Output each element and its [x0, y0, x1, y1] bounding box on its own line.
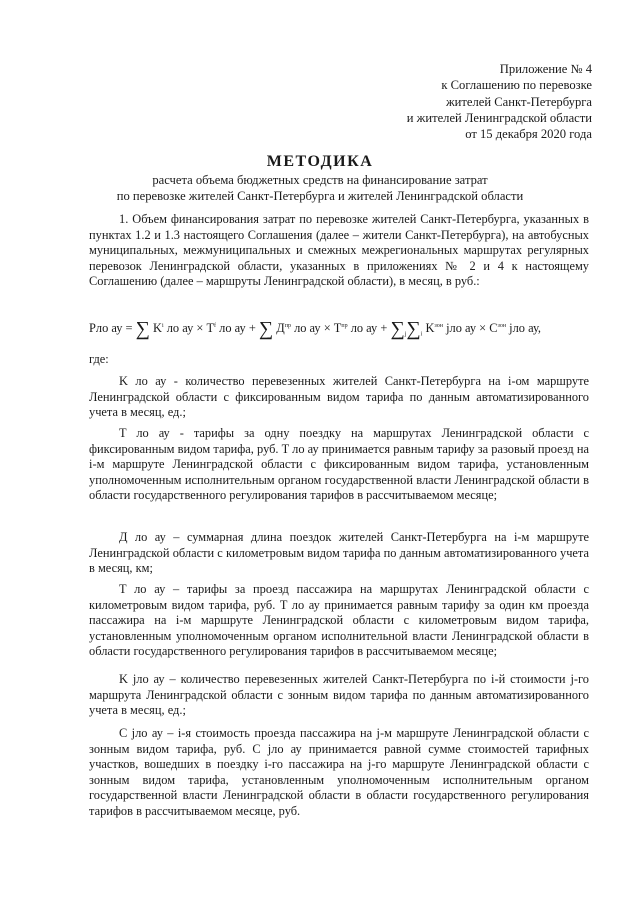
sum-symbol: ∑ — [390, 318, 405, 340]
definition-4 — [89, 582, 589, 660]
sum-symbol: ∑ — [258, 318, 274, 340]
formula-term: ло ау — [219, 321, 246, 335]
definition-text: T ло ау - тарифы за одну поездку на маршрутах Ленинградской области с фиксированным видом тарифа, руб. T ло ау принимается равным тарифу за разовый проезд на i-м маршруте Ленинградской области с фиксированным видом тарифа, установленным уполномоченным исполнительным органом государственной власти Ленинградской области в области государственного регулирования тарифов в рассчитываемом месяце; — [89, 426, 589, 503]
formula-term: jло ау, — [509, 321, 541, 335]
definition-1 — [89, 374, 589, 421]
formula-sup: f — [214, 322, 217, 329]
appendix-line: и жителей Ленинградской области — [406, 110, 592, 125]
definition-5 — [89, 672, 589, 719]
formula-plus: + — [380, 321, 388, 335]
appendix-header — [332, 61, 592, 142]
formula-term: K — [425, 321, 435, 335]
document-subtitle: расчета объема бюджетных средств на финансирование затрат — [152, 173, 488, 187]
title-block — [0, 152, 640, 204]
formula-term: ло ау × T — [166, 321, 215, 335]
appendix-line: Приложение № 4 — [499, 62, 592, 76]
definition-text: K jло ау – количество перевезенных жителей Санкт-Петербурга по i-й стоимости j-го маршрута Ленинградской области с зонным видом тарифа по данным автоматизированного учета в месяц, ед.; — [89, 672, 589, 718]
formula-plus: + — [248, 321, 256, 335]
formula-lhs: Рло ау = — [89, 321, 133, 335]
formula-sub: j — [404, 331, 407, 338]
definition-6 — [89, 726, 589, 820]
formula-term: ло ау × T — [294, 321, 342, 335]
definition-text: C jло ау – i-я стоимость проезда пассажира на j-м маршруте Ленинградской области с зонным видом тарифа, руб. C jло ау принимается равной сумме стоимостей тарифных участков, вошедших в поездку i-го пассажира на j-го маршруте Ленинградской области с зонным видом тарифа, установленным уполномоченным исполнительным органом государственной власти Ленинградской области в области государственного регулирования тарифов в рассчитываемом месяце, руб. — [89, 726, 589, 818]
formula-term: jло ау × C — [446, 321, 498, 335]
appendix-line: от 15 декабря 2020 года — [465, 127, 592, 142]
formula-sup: пр — [284, 322, 291, 329]
sum-symbol: ∑ — [135, 318, 150, 340]
formula-sub: i — [420, 331, 423, 338]
paragraph-1 — [89, 212, 589, 290]
formula-sup: i — [161, 322, 164, 329]
definition-3 — [89, 530, 589, 577]
formula-sup: пр — [341, 322, 348, 329]
formula-term: ло ау — [350, 321, 378, 335]
formula-sup: зон — [497, 322, 507, 329]
definition-2 — [89, 426, 589, 504]
document-subtitle: по перевозке жителей Санкт-Петербурга и жителей Ленинградской области — [116, 189, 524, 203]
appendix-line: жителей Санкт-Петербурга — [445, 94, 592, 109]
paragraph-text: 1. Объем финансирования затрат по перевозке жителей Санкт-Петербурга, указанных в пунктах 1.2 и 1.3 настоящего Соглашения (далее – жители Санкт-Петербурга), на автобусных муниципальных, межмуниципальных и смежных межрегиональных маршрутах регулярных перевозок Ленинградской области, указанных в приложениях № 2 и 4 к настоящему Соглашению (далее – маршруты Ленинградской области), в месяц, в руб.: — [89, 212, 589, 289]
formula-term: Д — [276, 321, 285, 335]
definition-text: Д ло ау – суммарная длина поездок жителей Санкт-Петербурга на i-м маршруте Ленинградской области с километровым видом тарифа по данным автоматизированного учета в месяц, км; — [89, 530, 589, 576]
formula-term: K — [153, 321, 162, 335]
formula-sup: зон — [434, 322, 443, 329]
definition-text: T ло ау – тарифы за проезд пассажира на маршрутах Ленинградской области с километровым видом тарифа, руб. T ло ау принимается равным тарифу за один км проезда пассажира на i-м маршруте Ленинградской области с километровым видом тарифа, установленным уполномоченным органом исполнительной власти Ленинградской области в области государственного регулирования тарифов в рассчитываемом месяце; — [89, 582, 589, 659]
definition-text: K ло ау - количество перевезенных жителей Санкт-Петербурга на i-ом маршруте Ленинградской области с фиксированным видом тарифа по данным автоматизированного учета в месяц, ед.; — [89, 374, 589, 420]
sum-symbol: ∑ — [406, 318, 421, 340]
document-title: МЕТОДИКА — [266, 153, 374, 170]
where-label: где: — [89, 352, 109, 366]
formula — [89, 318, 599, 339]
appendix-line: к Соглашению по перевозке — [441, 78, 592, 93]
